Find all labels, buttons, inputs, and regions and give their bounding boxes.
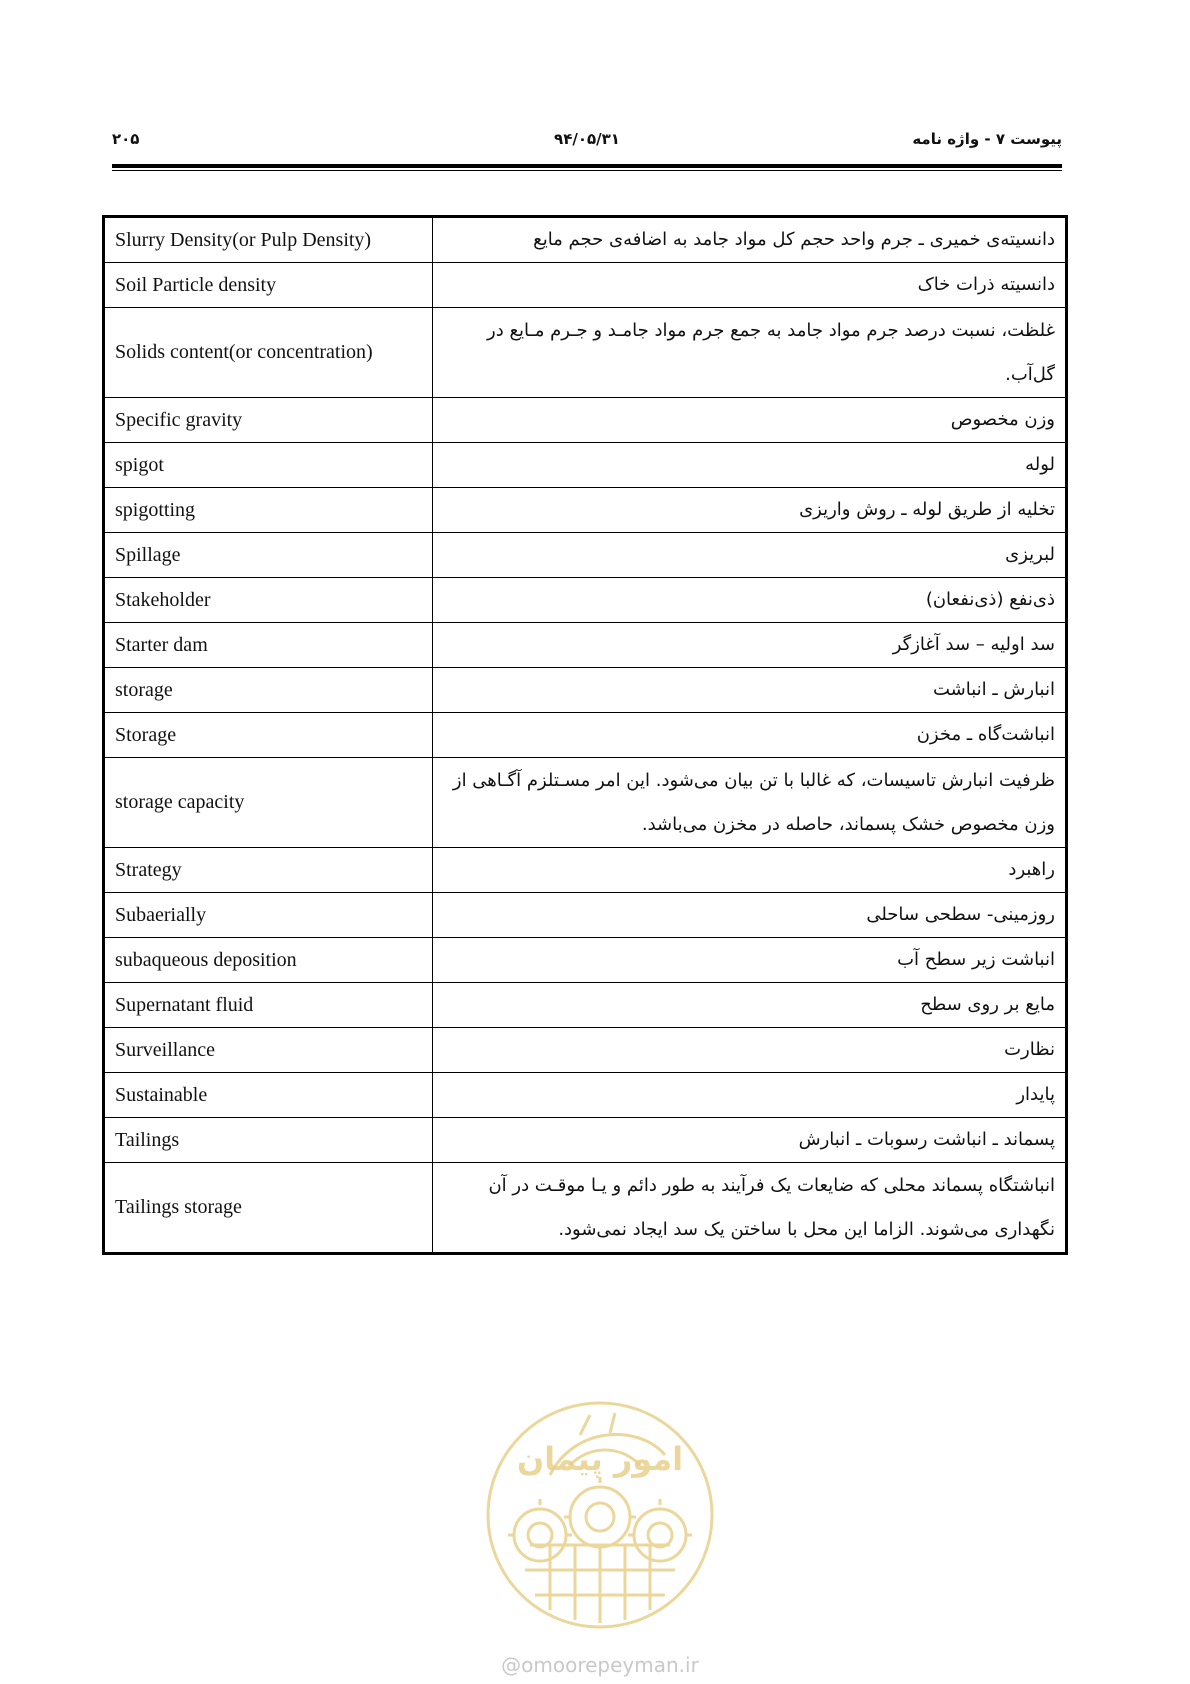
term-persian: نظارت xyxy=(433,1028,1067,1073)
table-row xyxy=(104,488,1067,533)
table-row xyxy=(104,983,1067,1028)
term-english: Stakeholder xyxy=(104,578,433,623)
watermark-site xyxy=(490,1653,710,1677)
term-english: Starter dam xyxy=(104,623,433,668)
term-english: Tailings xyxy=(104,1118,433,1163)
term-english: Sustainable xyxy=(104,1073,433,1118)
term-persian: مایع بر روی سطح xyxy=(433,983,1067,1028)
term-persian: دانسیته ذرات خاک xyxy=(433,263,1067,308)
term-english: Subaerially xyxy=(104,893,433,938)
term-persian: دانسیته‌ی خمیری ـ جرم واحد حجم کل مواد جامد به اضافه‌ی حجم مایع xyxy=(433,217,1067,263)
table-row xyxy=(104,578,1067,623)
page-number: ۲۰۵ xyxy=(112,130,140,148)
term-english: spigot xyxy=(104,443,433,488)
term-english: subaqueous deposition xyxy=(104,938,433,983)
term-english: Strategy xyxy=(104,848,433,893)
watermark-logo-icon xyxy=(480,1395,720,1635)
table-row xyxy=(104,398,1067,443)
table-row xyxy=(104,263,1067,308)
table-row xyxy=(104,1118,1067,1163)
term-persian: انباشت زیر سطح آب xyxy=(433,938,1067,983)
term-persian: پایدار xyxy=(433,1073,1067,1118)
table-row xyxy=(104,938,1067,983)
term-persian: روزمینی- سطحی ساحلی xyxy=(433,893,1067,938)
table-row xyxy=(104,893,1067,938)
term-persian: لبریزی xyxy=(433,533,1067,578)
term-english: Tailings storage xyxy=(104,1163,433,1254)
term-english: spigotting xyxy=(104,488,433,533)
term-persian: انبارش ـ انباشت xyxy=(433,668,1067,713)
table-row xyxy=(104,623,1067,668)
term-persian: ظرفیت انبارش تاسیسات، که غالبا با تن بیان می‌شود. این امر مسـتلزم آگـاهی از وزن مخصوص خشک پسماند، حاصله در مخزن می‌باشد. xyxy=(433,758,1067,848)
header-title: پیوست ۷ - واژه نامه xyxy=(912,130,1062,148)
term-english: Slurry Density(or Pulp Density) xyxy=(104,217,433,263)
term-english: Solids content(or concentration) xyxy=(104,308,433,398)
table-row xyxy=(104,758,1067,848)
watermark-logo-text: امور پیمان xyxy=(516,1440,684,1478)
term-persian: تخلیه از طریق لوله ـ روش واریزی xyxy=(433,488,1067,533)
term-english: Specific gravity xyxy=(104,398,433,443)
table-row xyxy=(104,217,1067,263)
term-persian: وزن مخصوص xyxy=(433,398,1067,443)
table-row xyxy=(104,443,1067,488)
page-header xyxy=(112,130,1062,156)
term-english: Spillage xyxy=(104,533,433,578)
table-row xyxy=(104,668,1067,713)
term-persian: پسماند ـ انباشت رسوبات ـ انبارش xyxy=(433,1118,1067,1163)
at-icon: @ xyxy=(501,1653,522,1677)
table-row xyxy=(104,308,1067,398)
term-english: Supernatant fluid xyxy=(104,983,433,1028)
term-persian: غلظت، نسبت درصد جرم مواد جامد به جمع جرم مواد جامـد و جـرم مـایع در گل‌آب. xyxy=(433,308,1067,398)
term-english: Surveillance xyxy=(104,1028,433,1073)
header-date: ۹۴/۰۵/۳۱ xyxy=(554,130,620,148)
header-rule-thin xyxy=(112,170,1062,171)
term-persian: سد اولیه – سد آغازگر xyxy=(433,623,1067,668)
term-english: Soil Particle density xyxy=(104,263,433,308)
table-row xyxy=(104,533,1067,578)
table-row xyxy=(104,848,1067,893)
header-rule-thick xyxy=(112,164,1062,168)
term-persian: انباشت‌گاه ـ مخزن xyxy=(433,713,1067,758)
table-row xyxy=(104,713,1067,758)
term-english: storage capacity xyxy=(104,758,433,848)
term-persian: راهبرد xyxy=(433,848,1067,893)
glossary-table xyxy=(102,215,1068,1255)
term-persian: انباشتگاه پسماند محلی که ضایعات یک فرآیند به طور دائم و یـا موقـت در آن نگهداری می‌شوند. الزاما این محل با ساختن یک سد ایجاد نمی‌شود. xyxy=(433,1163,1067,1254)
term-persian: ذی‌نفع (ذی‌نفعان) xyxy=(433,578,1067,623)
term-english: Storage xyxy=(104,713,433,758)
table-row xyxy=(104,1028,1067,1073)
term-persian: لوله xyxy=(433,443,1067,488)
watermark-site-text: omoorepeyman.ir xyxy=(521,1653,699,1677)
table-row xyxy=(104,1073,1067,1118)
table-row xyxy=(104,1163,1067,1254)
term-english: storage xyxy=(104,668,433,713)
